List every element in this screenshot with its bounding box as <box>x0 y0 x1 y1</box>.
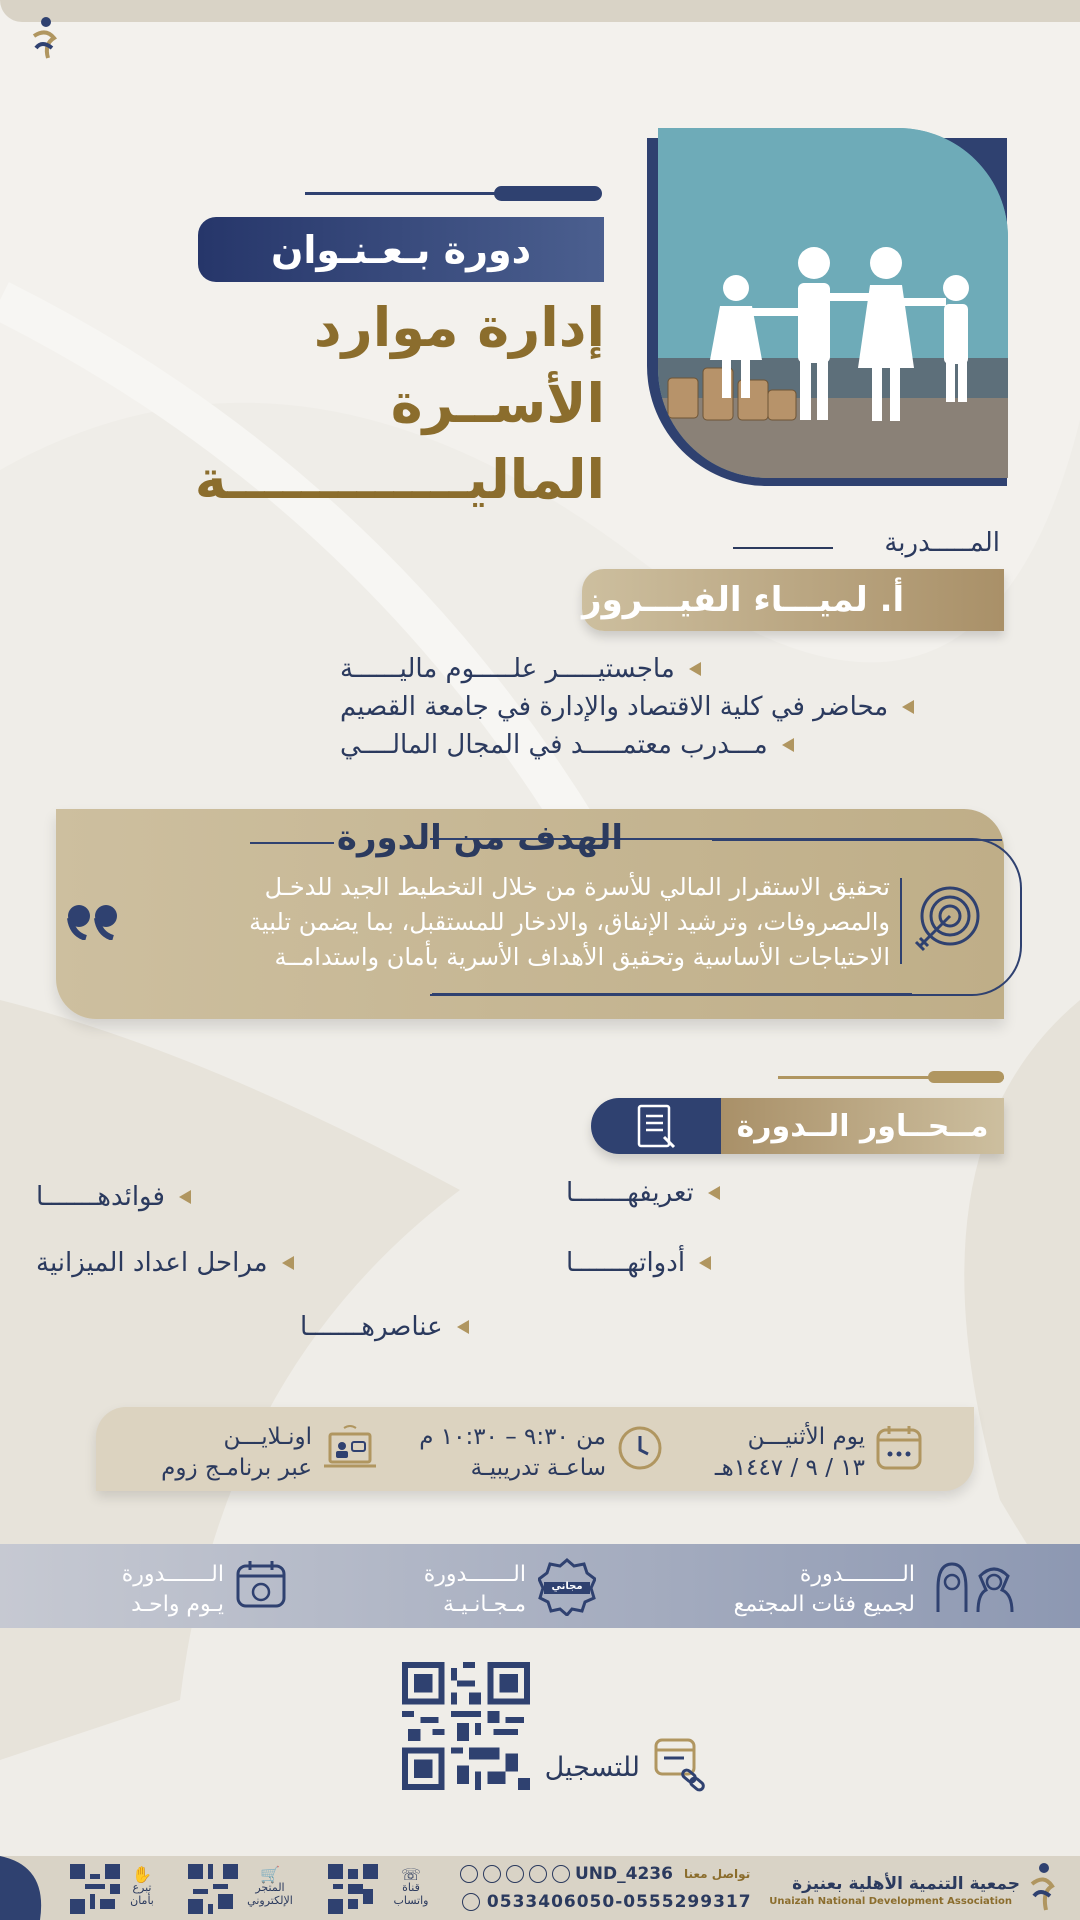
target-icon <box>912 884 982 954</box>
snapchat-icon[interactable] <box>552 1865 570 1883</box>
bullet-triangle-icon <box>689 662 701 676</box>
x-icon[interactable] <box>460 1865 478 1883</box>
footer-logo-icon <box>1022 1860 1062 1914</box>
free-badge-label: مجاني <box>551 1581 583 1592</box>
clock-icon <box>616 1424 664 1472</box>
bullet-triangle-icon <box>457 1320 469 1334</box>
bullet-triangle-icon <box>782 738 794 752</box>
feature-duration: الـــــــدورة يـوم واحـد <box>121 1562 224 1617</box>
goal-underline <box>432 993 912 995</box>
hero-image <box>658 128 1008 478</box>
calendar-one-day-icon <box>234 1558 288 1610</box>
bullet-triangle-icon <box>708 1186 720 1200</box>
decorative-pill <box>494 186 602 201</box>
axes-title: مــحــاور الــدورة <box>721 1098 1004 1154</box>
qualification-item: ماجستيـــــر علـــــوم ماليــــــة <box>340 650 1030 688</box>
schedule-time: من ٩:٣٠ – ١٠:٣٠ م ساعـة تدريبيـة <box>419 1424 606 1481</box>
bullet-triangle-icon <box>282 1256 294 1270</box>
qualification-item: مـــدرب معتمـــــد في المجال المالــــي <box>340 726 1030 764</box>
social-handle-row <box>460 1864 770 1884</box>
quote-icon <box>66 900 124 940</box>
calendar-icon <box>874 1424 924 1472</box>
goal-title-line-right <box>712 839 1002 841</box>
qualification-item: محاضر في كلية الاقتصاد والإدارة في جامعة القصيم <box>340 688 1030 726</box>
laptop-icon <box>322 1422 378 1474</box>
youtube-icon[interactable] <box>529 1865 547 1883</box>
store-qr-code[interactable] <box>188 1864 238 1914</box>
register-link-icon <box>652 1736 708 1792</box>
instagram-icon[interactable] <box>506 1865 524 1883</box>
schedule-mode: اونـلايـــن عبر برنامـج زوم <box>161 1424 312 1481</box>
course-title-line1: إدارة موارد الأســرة <box>313 296 605 435</box>
axis-item: تعريفهـــــــا <box>566 1178 966 1208</box>
trainer-qualifications <box>340 650 1030 764</box>
course-label: دورة بـعـنـوان <box>198 217 604 282</box>
top-bar <box>0 0 1080 22</box>
course-title-line2: الماليـــــــــــــة <box>194 448 605 511</box>
donate-label: ✋ تبرع بأمان <box>122 1868 162 1907</box>
phone-row <box>462 1892 772 1912</box>
axis-item: مراحل اعداد الميزانية <box>36 1248 436 1278</box>
axis-item: فوائدهـــــــا <box>36 1182 436 1212</box>
goal-divider <box>900 878 902 964</box>
bullet-triangle-icon <box>179 1190 191 1204</box>
whatsapp-icon: ☏ <box>400 1865 421 1884</box>
register-label: للتسجيل <box>544 1752 640 1783</box>
donate-qr-code[interactable] <box>70 1864 120 1914</box>
association-logo-icon <box>24 14 64 64</box>
bullet-triangle-icon <box>902 700 914 714</box>
schedule-day: يوم الأثنيـــن ١٣ / ٩ / ١٤٤٧هـ <box>714 1424 865 1481</box>
feature-audience: الـــــــــدورة لجميع فئات المجتمع <box>733 1562 915 1617</box>
footer-corner-deco <box>0 1856 48 1920</box>
document-icon <box>634 1103 678 1149</box>
registration-qr-code[interactable] <box>402 1662 530 1790</box>
family-coins-illustration <box>658 128 1008 478</box>
hand-coin-icon: ✋ <box>132 1865 152 1884</box>
course-title <box>120 290 605 518</box>
social-handle: UND_4236 <box>575 1864 673 1884</box>
axes-header <box>591 1098 1004 1154</box>
decorative-pill <box>928 1071 1004 1083</box>
bullet-triangle-icon <box>699 1256 711 1270</box>
goal-title: الهدف من الدورة <box>336 818 624 858</box>
store-label: 🛒 المتجر الإلكتروني <box>240 1868 300 1907</box>
people-icon <box>928 1558 1018 1614</box>
whatsapp-phone-icon[interactable] <box>462 1893 480 1911</box>
axis-item: عناصرهـــــــا <box>300 1312 700 1342</box>
whatsapp-label: ☏ قناة واتساب <box>384 1868 438 1907</box>
trainer-role: المـــــدربة <box>884 528 1000 558</box>
feature-free: الـــــــدورة مـجـانـيـة <box>423 1562 526 1617</box>
phone-numbers: 0533406050-0555299317 <box>486 1892 752 1912</box>
axis-item: أدواتهـــــــا <box>566 1248 966 1278</box>
trainer-name: أ. لميـــاء الفيـــروز <box>582 569 1004 631</box>
axes-icon-box <box>591 1098 721 1154</box>
cart-icon: 🛒 <box>260 1865 280 1884</box>
goal-text: تحقيق الاستقرار المالي للأسرة من خلال التخطيط الجيد للدخـل والمصروفات، وترشيد الإنفاق، والادخار للمستقبل، بما يضمن تلبية الاحتياجات الأساسية وتحقيق الأهداف الأسرية بأمان واستدامــة <box>249 873 890 971</box>
contact-label: تواصل معنا <box>683 1867 751 1881</box>
org-name: جمعية التنمية الأهلية بعنيزة <box>792 1874 1020 1894</box>
free-badge-icon <box>538 1558 596 1616</box>
org-name-en: Unaizah National Development Association <box>769 1896 1012 1907</box>
tiktok-icon[interactable] <box>483 1865 501 1883</box>
whatsapp-qr-code[interactable] <box>328 1864 378 1914</box>
